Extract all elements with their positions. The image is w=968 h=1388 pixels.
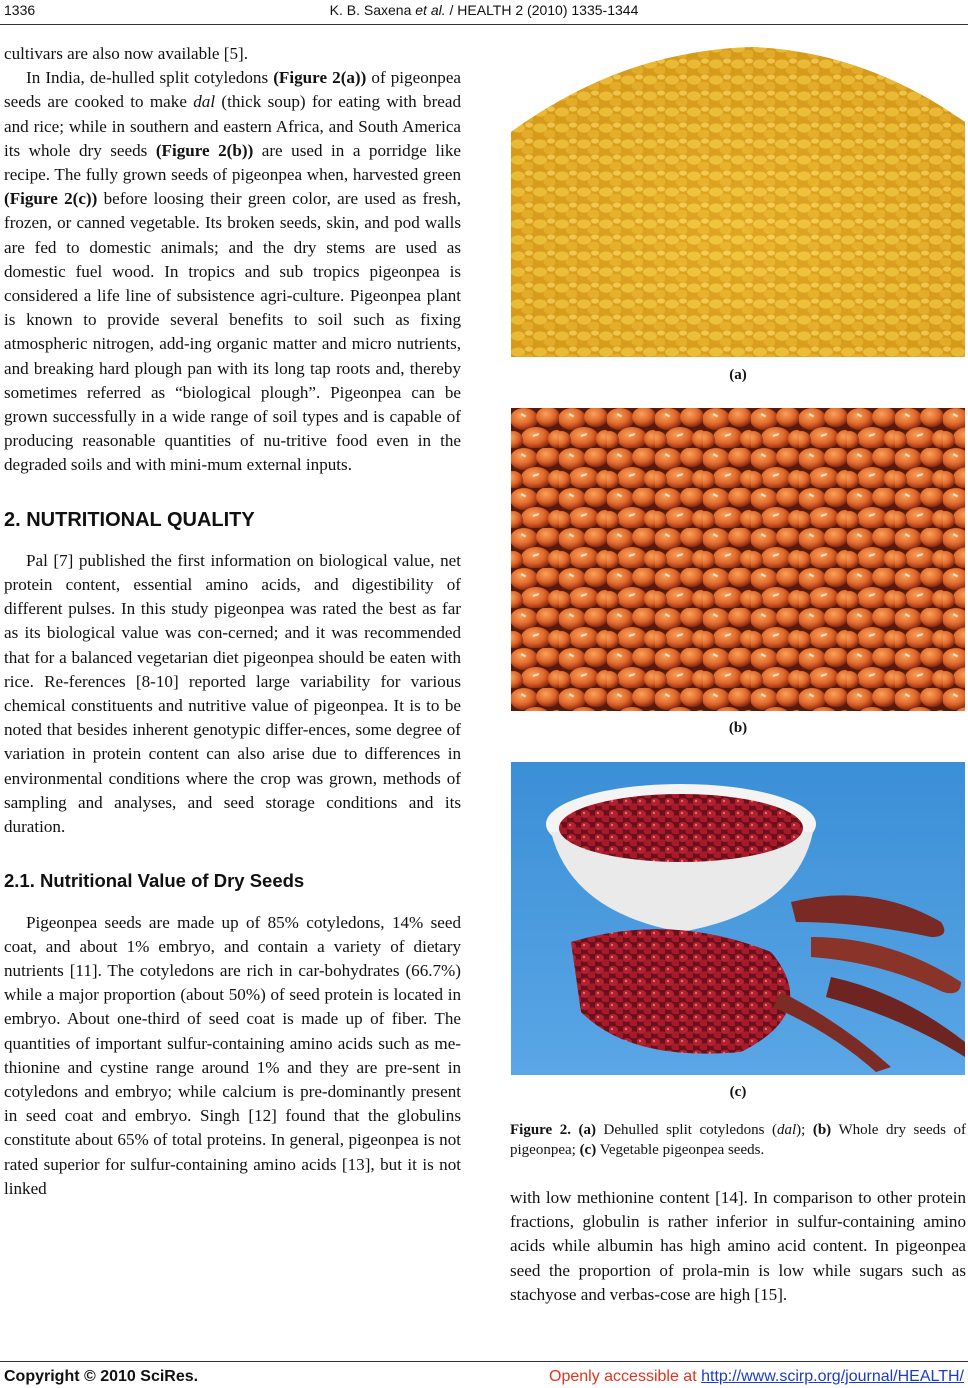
header-rule	[0, 24, 968, 25]
running-title: K. B. Saxena et al. / HEALTH 2 (2010) 1335-1344	[329, 2, 639, 18]
right-column	[510, 1186, 966, 1307]
paragraph: Pigeonpea seeds are made up of 85% cotyledons, 14% seed coat, and about 1% embryo, and contain a variety of dietary nutrients [11]. The cotyledons are rich in car-bohydrates (66.7%) while a major proportion (about 50%) of seed protein is located in embryo. About one-third of seed coat is made up of fiber. The quantities of important sulfur-containing amino acids such as me-thionine and cystine range around 1% and they are pre-sent in cotyledons and embryo; while calcium is pre-dominantly present in seed coat and embryo. Singh [12] found that the globulins constitute about 65% of total proteins. In general, pigeonpea is not rated superior for sulfur-containing amino acids [13], but it is not linked	[4, 912, 461, 1198]
subfigure-label-a: (a)	[729, 367, 747, 383]
paragraph: cultivars are also now available [5].	[4, 44, 248, 63]
figure-2a-photo	[511, 42, 965, 357]
page-number: 1336	[4, 2, 36, 18]
subfigure-label-c: (c)	[729, 1084, 747, 1100]
journal-link[interactable]: http://www.scirp.org/journal/HEALTH/	[701, 1368, 964, 1385]
split-cotyledons-image	[511, 42, 965, 357]
copyright-notice: Copyright © 2010 SciRes.	[4, 1368, 199, 1385]
section-heading: 2. NUTRITIONAL QUALITY	[4, 508, 255, 531]
paragraph: In India, de-hulled split cotyledons (Figure 2(a)) of pigeonpea seeds are cooked to make dal (thick soup) for eating with bread and rice; while in southern and eastern Africa, and South America its whole dry seeds (Figure 2(b)) are used in a porridge like recipe. The fully grown seeds of pigeonpea when, harvested green (Figure 2(c)) before loosing their green color, are used as fresh, frozen, or canned vegetable. Its broken seeds, skin, and pod walls are fed to domestic animals; and the dry stems are used as domestic fuel wood. In tropics and sub tropics pigeonpea is considered a life line of subsistence agri-culture. Pigeonpea plant is known to provide several benefits to soil such as fixing atmospheric nitrogen, add-ing organic matter and micro nutrients, and breaking hard plough pan with its long tap roots and, thereby sometimes referred as “biological plough”. Pigeonpea can be grown successfully in a wide range of soil types and is capable of producing reasonable quantities of nu-tritive food even in the degraded soils and with mini-mum external inputs.	[4, 68, 462, 475]
whole-dry-seeds-image	[511, 408, 965, 711]
vegetable-seeds-image	[511, 762, 965, 1075]
figure-caption: Figure 2. (a) Dehulled split cotyledons (dal); (b) Whole dry seeds of pigeonpea; (c) Vegetable pigeonpea seeds.	[510, 1122, 966, 1158]
paragraph: with low methionine content [14]. In comparison to other protein fractions, globulin is rather inferior in sulfur-containing amino acids while albumin has high amino acid content. In pigeonpea seed the proportion of prola-min is low while sugars such as stachyose and verbas-cose are high [15].	[510, 1188, 966, 1304]
running-header	[0, 2, 968, 24]
figure-2b-photo	[511, 408, 965, 711]
paragraph: Pal [7] published the first information on biological value, net protein content, essential amino acids, and digestibility of different pulses. In this study pigeonpea was rated the best as far as its biological value was con-cerned; and it was recommended that for a balanced vegetarian diet pigeonpea should be eaten with rice. Re-ferences [8-10] reported large variability for various chemical constituents and nutritive value of pigeonpea. It is to be noted that besides inherent genotypic differ-ences, some degree of variation in protein content can also arise due to differences in environmental conditions where the crop was grown, methods of sampling and analyses, and seed storage conditions and its duration.	[4, 550, 461, 837]
subfigure-label-b: (b)	[728, 720, 748, 736]
footer-rule	[0, 1361, 968, 1362]
figure-2c-photo	[511, 762, 965, 1075]
left-column	[4, 42, 461, 1201]
open-access-notice: Openly accessible at http://www.scirp.org/journal/HEALTH/	[549, 1368, 964, 1385]
subsection-heading: 2.1. Nutritional Value of Dry Seeds	[4, 870, 305, 892]
